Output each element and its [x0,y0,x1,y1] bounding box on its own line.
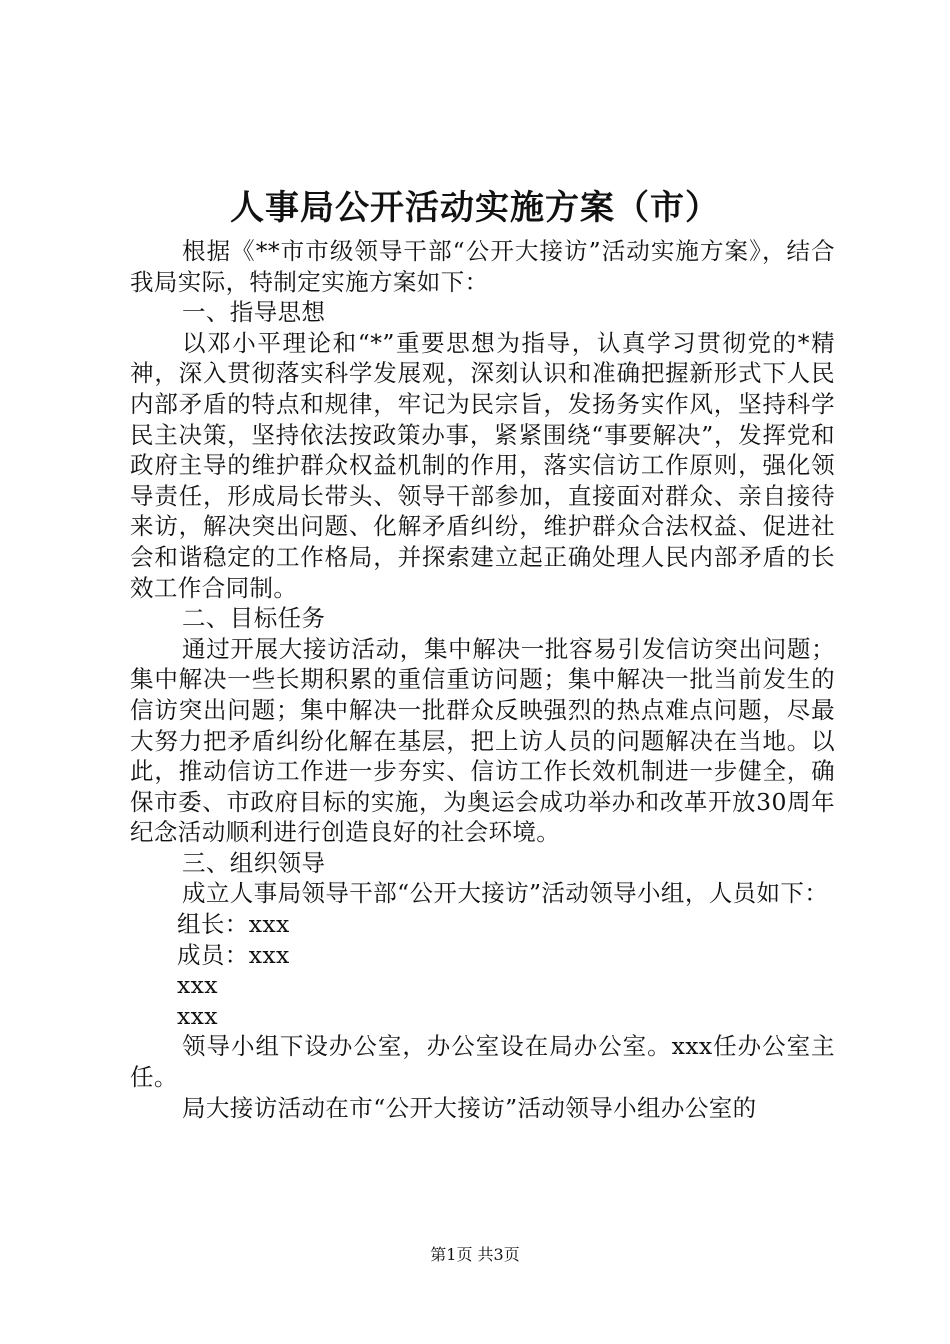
leader-line: 组长：xxx [177,910,290,939]
section-heading-organization: 三、组织领导 [182,848,326,877]
document-title: 人事局公开活动实施方案（市） [230,188,720,228]
member-line-3: xxx [177,1001,218,1030]
document-body [130,236,835,1123]
section-heading-goals: 二、目标任务 [182,604,326,633]
organization-paragraph: 成立人事局领导干部“公开大接访”活动领导小组，人员如下： [182,879,829,908]
activity-paragraph: 局大接访活动在市“公开大接访”活动领导小组办公室的 [182,1093,757,1122]
office-paragraph: 领导小组下设办公室，办公室设在局办公室。xxx任办公室主任。 [130,1032,835,1092]
member-line: 成员：xxx [177,940,290,969]
member-line-2: xxx [177,971,218,1000]
section-heading-guiding-ideology: 一、指导思想 [182,298,326,327]
intro-paragraph: 根据《**市市级领导干部“公开大接访”活动实施方案》，结合我局实际，特制定实施方案如下： [130,237,835,296]
goals-paragraph: 通过开展大接访活动，集中解决一批容易引发信访突出问题；集中解决一些长期积累的重信重访问题；集中解决一批当前发生的信访突出问题；集中解决一批群众反映强烈的热点难点问题，尽最大努力把矛盾纠纷化解在基层，把上访人员的问题解决在当地。以此，推动信访工作进一步夯实、信访工作长效机制进一步健全，确保市委、市政府目标的实施，为奥运会成功举办和改革开放30周年纪念活动顺利进行创造良好的社会环境。 [130,634,835,847]
guiding-ideology-paragraph: 以邓小平理论和“*”重要思想为指导，认真学习贯彻党的*精神，深入贯彻落实科学发展观，深刻认识和准确把握新形式下人民内部矛盾的特点和规律，牢记为民宗旨，发扬务实作风，坚持科学民主决策，坚持依法按政策办事，紧紧围绕“事要解决”，发挥党和政府主导的维护群众权益机制的作用，落实信访工作原则，强化领导责任，形成局长带头、领导干部参加，直接面对群众、亲自接待来访，解决突出问题、化解矛盾纠纷，维护群众合法权益、促进社会和谐稳定的工作格局，并探索建立起正确处理人民内部矛盾的长效工作合同制。 [130,328,835,602]
page-footer: 第1页 共3页 [430,1245,520,1264]
